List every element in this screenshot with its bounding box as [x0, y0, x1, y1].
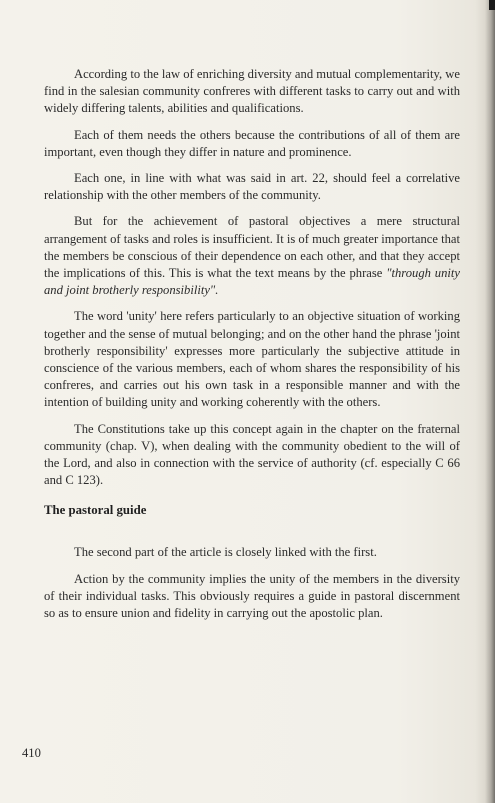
- paragraph-pastoral-objectives: [44, 213, 460, 299]
- page-edge-shadow: [485, 0, 495, 803]
- page-number: 410: [22, 746, 41, 760]
- section-heading: The pastoral guide: [44, 503, 147, 518]
- paragraph-second-part: The second part of the article is closely linked with the first.: [74, 545, 377, 560]
- paragraph-action-community: Action by the community implies the unity of the members in the diversity of their individual tasks. This obviously requires a guide in pastoral discernment so as to ensure union and fidelity in carrying out the apostolic plan.: [44, 571, 460, 621]
- page-corner-mark: [489, 0, 495, 10]
- page-body: [44, 66, 460, 631]
- paragraph-constitutions: The Constitutions take up this concept again in the chapter on the fraternal community (chap. V), when dealing with the community obedient to the will of the Lord, and also in connection with the service of authority (cf. especially C 66 and C 123).: [44, 421, 460, 488]
- paragraph-word-unity: The word 'unity' here refers particularly to an objective situation of working together and the sense of mutual belonging; and on the other hand the phrase 'joint brotherly responsibility' expresses more particularly the subjective attitude in conscience of the various members, each of whom shares the responsibility of his confreres, and carries out his own task in a responsible manner and with the intention of building unity and working coherently with the others.: [44, 309, 460, 410]
- paragraph-correlative: Each one, in line with what was said in art. 22, should feel a correlative relationship with the other members of the community.: [44, 171, 460, 203]
- phrase-unity-responsibility: "through unity and joint brotherly responsibility".: [44, 266, 460, 298]
- heading-spacer: [44, 530, 460, 544]
- paragraph-pastoral-objectives-text: But for the achievement of pastoral objectives a mere structural arrangement of tasks and roles is insufficient. It is of much greater importance that the members be conscious of their dependence on each other, and that they accept the implications of this. This is what the text means by the phrase: [44, 214, 460, 281]
- paragraph-diversity: According to the law of enriching diversity and mutual complementarity, we find in the salesian community confreres with different tasks to carry out and with widely differing talents, abilities and qualifications.: [44, 67, 460, 116]
- paragraph-needs-others: Each of them needs the others because the contributions of all of them are important, even though they differ in nature and prominence.: [44, 127, 460, 159]
